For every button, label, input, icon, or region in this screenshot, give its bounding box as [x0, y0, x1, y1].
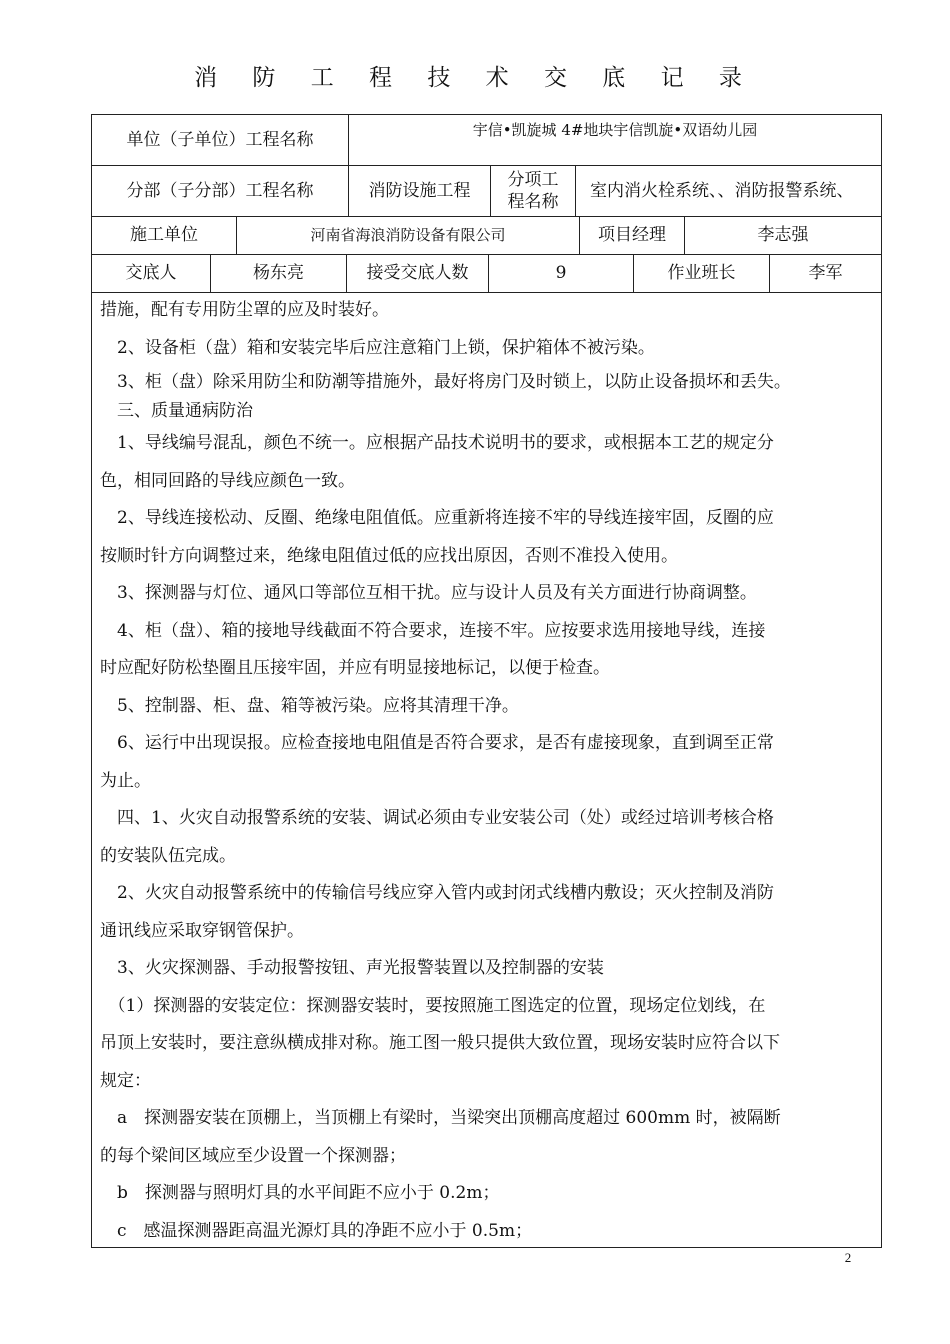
content-line: 2、导线连接松动、反圈、绝缘电阻值低。应重新将连接不牢的导线连接牢固，反圈的应 — [100, 508, 774, 528]
content-line: 5、控制器、柜、盘、箱等被污染。应将其清理干净。 — [100, 695, 519, 716]
unit-label: 单位（子单位）工程名称 — [126, 130, 314, 150]
content-line: 三、质量通病防治 — [100, 401, 253, 421]
subitem-label — [491, 165, 575, 216]
contractor-label: 施工单位 — [130, 225, 198, 245]
division-value: 消防设施工程 — [368, 180, 471, 201]
unit-value: 宇信•凯旋城 4#地块宇信凯旋•双语幼儿园 — [472, 121, 758, 139]
content-line: 2、火灾自动报警系统中的传输信号线应穿入管内或封闭式线槽内敷设；灭火控制及消防 — [100, 883, 774, 903]
content-line: 6、运行中出现误报。应检查接地电阻值是否符合要求，是否有虚接现象，直到调至正常 — [100, 733, 774, 753]
subitem-label-line: 程名称 — [507, 191, 559, 212]
content-line: 吊顶上安装时，要注意纵横成排对称。施工图一般只提供大致位置，现场安装时应符合以下 — [100, 1033, 780, 1053]
page-number: 2 — [844, 1250, 852, 1265]
pm-label: 项目经理 — [598, 225, 666, 245]
recipients-label: 接受交底人数 — [366, 263, 469, 283]
content-line: （1）探测器的安装定位：探测器安装时，要按照施工图选定的位置，现场定位划线，在 — [100, 995, 766, 1016]
content-line: 3、探测器与灯位、通风口等部位互相干扰。应与设计人员及有关方面进行协商调整。 — [100, 583, 757, 603]
content-line: 3、柜（盘）除采用防尘和防潮等措施外，最好将房门及时锁上，以防止设备损坏和丢失。 — [100, 372, 791, 392]
content-line: 时应配好防松垫圈且压接牢固，并应有明显接地标记，以便于检查。 — [100, 658, 610, 678]
content-line: 3、火灾探测器、手动报警按钮、声光报警装置以及控制器的安装 — [100, 958, 604, 978]
content-line: 的每个梁间区域应至少设置一个探测器； — [100, 1145, 406, 1166]
recipients-value: 9 — [555, 263, 567, 283]
content-line: c 感温探测器距高温光源灯具的净距不应小于 0.5m； — [100, 1220, 533, 1241]
pm-value: 李志强 — [757, 225, 809, 245]
content-line: 为止。 — [100, 770, 151, 791]
content-line: 规定： — [100, 1070, 151, 1091]
content-line: 按顺时针方向调整过来，绝缘电阻值过低的应找出原因，否则不准投入使用。 — [100, 545, 678, 566]
contractor-value: 河南省海浪消防设备有限公司 — [310, 226, 506, 244]
content-line: b 探测器与照明灯具的水平间距不应小于 0.2m； — [100, 1183, 500, 1203]
content-line: 4、柜（盘）、箱的接地导线截面不符合要求，连接不牢。应按要求选用接地导线，连接 — [100, 620, 766, 641]
document-title: 消 防 工 程 技 术 交 底 记 录 — [194, 65, 756, 91]
content-line: 2、设备柜（盘）箱和安装完毕后应注意箱门上锁，保护箱体不被污染。 — [100, 337, 655, 358]
disclosure-content — [100, 292, 875, 1250]
content-line: 措施，配有专用防尘罩的应及时装好。 — [100, 300, 389, 320]
content-line: 1、导线编号混乱，颜色不统一。应根据产品技术说明书的要求，或根据本工艺的规定分 — [100, 433, 774, 453]
discloser-value: 杨东亮 — [253, 263, 304, 283]
discloser-label: 交底人 — [125, 263, 177, 283]
subitem-value: 室内消火栓系统、、消防报警系统、 — [590, 180, 854, 201]
content-line: 四、1、火灾自动报警系统的安装、调试必须由专业安装公司（处）或经过培训考核合格 — [100, 808, 774, 828]
division-label: 分部（子分部）工程名称 — [126, 180, 314, 201]
content-line: 通讯线应采取穿钢管保护。 — [100, 920, 304, 941]
foreman-label: 作业班长 — [667, 263, 736, 283]
content-line: a 探测器安装在顶棚上，当顶棚上有梁时，当梁突出顶棚高度超过 600mm 时，被隔断 — [100, 1108, 781, 1128]
content-line: 的安装队伍完成。 — [100, 845, 236, 866]
foreman-value: 李军 — [808, 263, 843, 283]
content-line: 色，相同回路的导线应颜色一致。 — [100, 470, 355, 491]
subitem-label-line: 分项工 — [507, 169, 559, 190]
